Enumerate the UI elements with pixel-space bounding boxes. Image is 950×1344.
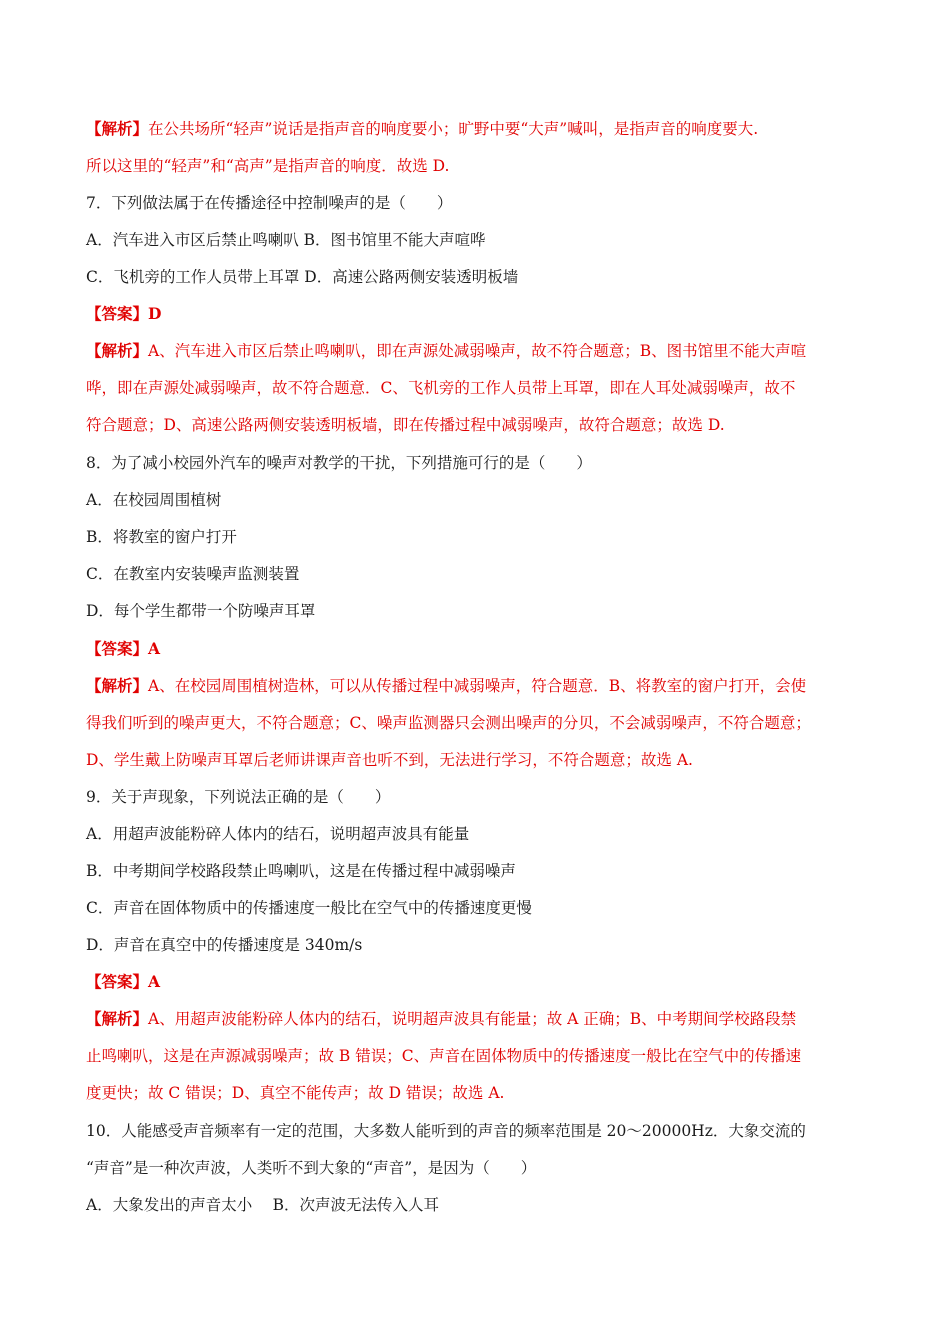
analysis-label: 【解析】 [86,119,149,138]
q9-analysis-line-1: 【解析】A、用超声波能粉碎人体内的结石，说明超声波具有能量；故 A 正确；B、中考期间学校路段禁 [86,1009,797,1028]
q9-option-d: D．声音在真空中的传播速度是 340m/s [86,936,363,954]
analysis-label: 【解析】 [86,676,149,695]
q7-analysis-line-2: 哗，即在声源处减弱噪声，故不符合题意．C、飞机旁的工作人员带上耳罩，即在人耳处减弱噪声，故不 [86,379,796,397]
q8-answer: 【答案】A [86,639,161,658]
q7-analysis-line-3: 符合题意；D、高速公路两侧安装透明板墙，即在传播过程中减弱噪声，故符合题意；故选 D. [86,416,725,434]
q9-option-a: A．用超声波能粉碎人体内的结石，说明超声波具有能量 [86,825,470,843]
q7-stem: 7．下列做法属于在传播途径中控制噪声的是（ ） [86,194,453,212]
q7-options-ab: A．汽车进入市区后禁止鸣喇叭 B．图书馆里不能大声喧哗 [86,231,486,249]
q9-analysis-line-3: 度更快；故 C 错误；D、真空不能传声；故 D 错误；故选 A. [86,1084,505,1102]
q10-options-ab: A．大象发出的声音太小 B．次声波无法传入人耳 [86,1196,440,1214]
q8-option-b: B．将教室的窗户打开 [86,528,237,546]
q8-option-d: D．每个学生都带一个防噪声耳罩 [86,602,316,620]
q9-answer: 【答案】A [86,972,161,991]
q8-analysis-line-2: 得我们听到的噪声更大，不符合题意；C、噪声监测器只会测出噪声的分贝，不会减弱噪声，不符合题意； [86,714,811,732]
q6-analysis-line-1: 【解析】在公共场所“轻声”说话是指声音的响度要小；旷野中要“大声”喊叫，是指声音的响度要大. [86,119,759,138]
q8-option-a: A．在校园周围植树 [86,491,222,509]
q7-answer: 【答案】D [86,304,162,323]
q7-analysis-line-1: 【解析】A、汽车进入市区后禁止鸣喇叭，即在声源处减弱噪声，故不符合题意；B、图书馆里不能大声喧 [86,341,807,360]
q6-analysis-line-2: 所以这里的“轻声”和“高声”是指声音的响度．故选 D. [86,157,450,175]
q10-stem-line-2: “声音”是一种次声波，人类听不到大象的“声音”，是因为（ ） [86,1159,537,1177]
q8-option-c: C．在教室内安装噪声监测装置 [86,565,300,583]
q10-stem-line-1: 10．人能感受声音频率有一定的范围，大多数人能听到的声音的频率范围是 20～20000Hz．大象交流的 [86,1122,806,1140]
q8-stem: 8．为了减小校园外汽车的噪声对教学的干扰，下列措施可行的是（ ） [86,454,592,472]
q9-analysis-line-2: 止鸣喇叭，这是在声源减弱噪声；故 B 错误；C、声音在固体物质中的传播速度一般比在空气中的传播速 [86,1047,802,1065]
analysis-label: 【解析】 [86,341,149,360]
analysis-label: 【解析】 [86,1009,149,1028]
q8-analysis-line-1: 【解析】A、在校园周围植树造林，可以从传播过程中减弱噪声，符合题意．B、将教室的窗户打开，会使 [86,676,807,695]
q9-stem: 9．关于声现象，下列说法正确的是（ ） [86,788,391,806]
q7-options-cd: C．飞机旁的工作人员带上耳罩 D．高速公路两侧安装透明板墙 [86,268,519,286]
q8-analysis-line-3: D、学生戴上防噪声耳罩后老师讲课声音也听不到，无法进行学习，不符合题意；故选 A. [86,751,693,769]
q9-option-b: B．中考期间学校路段禁止鸣喇叭，这是在传播过程中减弱噪声 [86,862,516,880]
q9-option-c: C．声音在固体物质中的传播速度一般比在空气中的传播速度更慢 [86,899,532,917]
